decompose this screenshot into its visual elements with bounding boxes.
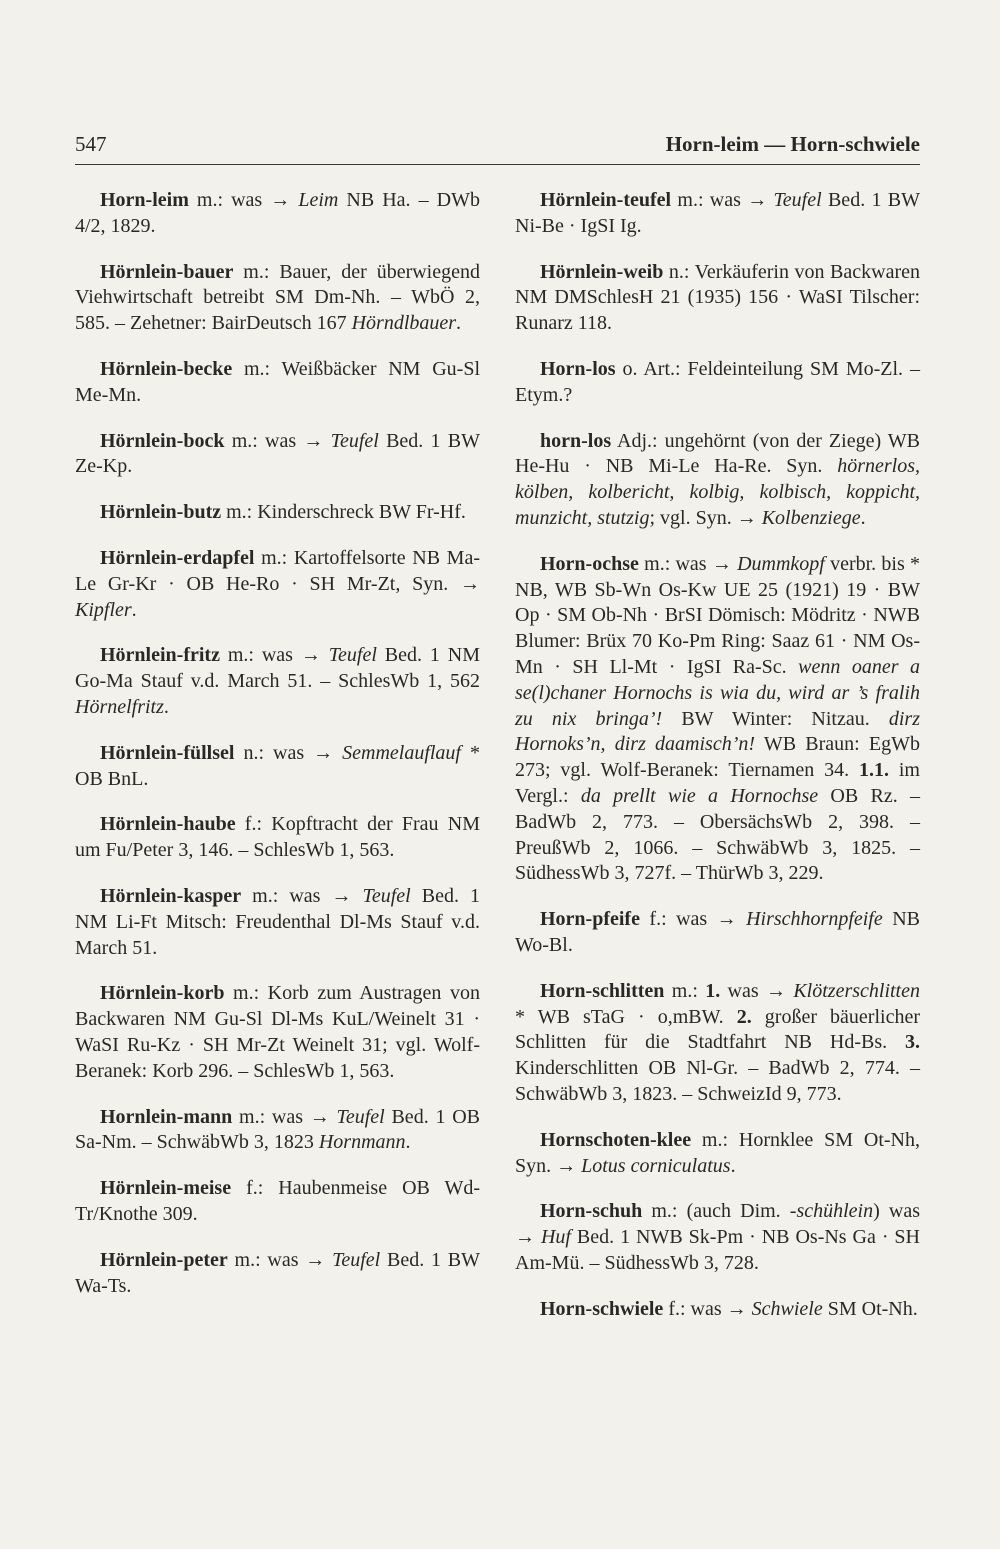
right-column bbox=[515, 188, 920, 1342]
dictionary-entry bbox=[515, 907, 920, 959]
entry-body: o. Art.: Feldeinteilung SM Mo-Zl. – Etym.? bbox=[515, 357, 920, 406]
dictionary-entry bbox=[515, 357, 920, 409]
entry-headword: Hornschoten-klee bbox=[540, 1128, 692, 1151]
dictionary-entry bbox=[75, 429, 480, 481]
dictionary-entry bbox=[75, 500, 480, 526]
entry-body: f.: Kopftracht der Frau NM um Fu/Peter 3, 146. – SchlesWb 1, 563. bbox=[75, 813, 480, 862]
entry-headword: Horn-schlitten bbox=[540, 979, 665, 1002]
dictionary-entry bbox=[515, 552, 920, 887]
dictionary-entry bbox=[75, 357, 480, 409]
entry-headword: Hörnlein-becke bbox=[100, 357, 233, 380]
entry-body: m.: was → Teufel Bed. 1 BW Ze-Kp. bbox=[75, 429, 481, 478]
dictionary-entry bbox=[75, 260, 480, 337]
entry-body: n.: Verkäuferin von Backwaren NM DMSchlesH 21 (1935) 156 · WaSI Tilscher: Runarz 118. bbox=[515, 260, 920, 335]
entry-body: m.: Korb zum Austragen von Backwaren NM Gu-Sl Dl-Ms KuL/Weinelt 31 · WaSI Ru-Kz · SH Mr-Zt Weinelt 31; vgl. Wolf-Beranek: Korb 296. – SchlesWb 1, 563. bbox=[75, 982, 480, 1082]
entry-headword: Hörnlein-haube bbox=[100, 813, 236, 836]
header-rule bbox=[75, 164, 920, 165]
entry-headword: Horn-leim bbox=[100, 189, 189, 211]
dictionary-entry bbox=[75, 188, 480, 240]
dictionary-entry bbox=[75, 1105, 480, 1157]
entry-body: m.: was → Teufel Bed. 1 NM Li-Ft Mitsch: Freudenthal Dl-Ms Stauf v.d. March 51. bbox=[75, 884, 480, 959]
entry-headword: Hörnlein-erdapfel bbox=[100, 546, 255, 569]
dictionary-entry bbox=[515, 429, 920, 532]
entry-headword: Hörnlein-teufel bbox=[540, 189, 672, 211]
entry-body: m.: Bauer, der überwiegend Viehwirtschaft betreibt SM Dm-Nh. – WbÖ 2, 585. – Zehetner: BairDeutsch 167 Hörndlbauer. bbox=[75, 260, 480, 335]
dictionary-entry bbox=[515, 260, 920, 337]
entry-headword: Hörnlein-butz bbox=[100, 501, 222, 524]
entry-body: Adj.: ungehörnt (von der Ziege) WB He-Hu · NB Mi-Le Ha-Re. Syn. hörnerlos, kölben, kolbericht, kolbig, kolbisch, koppicht, munzicht, stutzig; vgl. Syn. → Kolbenziege. bbox=[515, 429, 920, 529]
entry-body: m.: was → Dummkopf verbr. bis * NB, WB Sb-Wn Os-Kw UE 25 (1921) 19 · BW Op · SM Ob-Nh · BrSI Dömisch: Mödritz · NWB Blumer: Brüx 70 Ko-Pm Ring: Saaz 61 · NM Os-Mn · SH Ll-Mt · IgSI Ra-Sc. wenn oaner a se(l)chaner Hornochs is wia du, wird ar ’s fralih zu nix bringa’! BW Winter: Nitzau. dirz Hornoks’n, dirz daamisch’n! WB Braun: EgWb 273; vgl. Wolf-Beranek: Tiernamen 34. 1.1. im Vergl.: da prellt wie a Hornochse OB Rz. – BadWb 2, 773. – ObersächsWb 2, 398. – PreußWb 2, 1066. – SchwäbWb 3, 1825. – SüdhessWb 3, 727f. – ThürWb 3, 229. bbox=[515, 552, 921, 885]
dictionary-entry bbox=[75, 546, 480, 623]
page-header bbox=[75, 132, 920, 157]
entry-body: f.: was → Hirschhornpfeife NB Wo-Bl. bbox=[515, 908, 920, 956]
entry-headword: Hörnlein-bauer bbox=[100, 260, 234, 283]
entry-headword: Hörnlein-korb bbox=[100, 982, 225, 1005]
entry-body: m.: was → Teufel Bed. 1 NM Go-Ma Stauf v.d. March 51. – SchlesWb 1, 562 Hörnelfritz. bbox=[75, 644, 480, 718]
entry-headword: Horn-ochse bbox=[540, 552, 639, 575]
entry-body: f.: was → Schwiele SM Ot-Nh. bbox=[663, 1297, 918, 1320]
entry-body: m.: 1. was → Klötzerschlitten * WB sTaG · o,mBW. 2. großer bäuerlicher Schlitten für die Stadtfahrt NB Hd-Bs. 3. Kinderschlitten OB Nl-Gr. – BadWb 2, 774. – SchwäbWb 3, 1823. – SchweizId 9, 773. bbox=[515, 979, 920, 1105]
entry-headword: Hörnlein-bock bbox=[100, 429, 225, 452]
dictionary-entry bbox=[75, 1176, 480, 1228]
dictionary-entry bbox=[75, 1248, 480, 1300]
entry-body: m.: (auch Dim. -schühlein) was → Huf Bed. 1 NWB Sk-Pm · NB Os-Ns Ga · SH Am-Mü. – SüdhessWb 3, 728. bbox=[515, 1200, 921, 1274]
entry-headword: Hörnlein-füllsel bbox=[100, 741, 235, 764]
entry-body: m.: Kinderschreck BW Fr-Hf. bbox=[221, 501, 466, 524]
entry-body: m.: Hornklee SM Ot-Nh, Syn. → Lotus corniculatus. bbox=[515, 1128, 920, 1177]
dictionary-entry bbox=[515, 1297, 920, 1323]
dictionary-entry bbox=[515, 188, 920, 240]
entry-body: n.: was → Semmelauflauf * OB BnL. bbox=[75, 741, 480, 790]
entry-body: m.: was → Teufel Bed. 1 OB Sa-Nm. – SchwäbWb 3, 1823 Hornmann. bbox=[75, 1105, 481, 1154]
entry-body: m.: was → Teufel Bed. 1 BW Ni-Be · IgSI Ig. bbox=[515, 189, 921, 237]
entry-body: m.: Kartoffelsorte NB Ma-Le Gr-Kr · OB He-Ro · SH Mr-Zt, Syn. → Kipfler. bbox=[75, 546, 480, 621]
dictionary-entry bbox=[515, 1199, 920, 1276]
entry-headword: Horn-pfeife bbox=[540, 908, 640, 931]
entry-body: m.: was → Teufel Bed. 1 BW Wa-Ts. bbox=[75, 1248, 480, 1297]
dictionary-entry bbox=[75, 981, 480, 1084]
dictionary-entry bbox=[515, 1128, 920, 1180]
entry-headword: Hornlein-mann bbox=[100, 1105, 233, 1128]
dictionary-entry bbox=[75, 643, 480, 720]
entry-body: f.: Haubenmeise OB Wd-Tr/Knothe 309. bbox=[75, 1177, 480, 1225]
entry-headword: Hörnlein-weib bbox=[540, 260, 664, 283]
entry-headword: Horn-schwiele bbox=[540, 1297, 664, 1320]
entry-headword: Hörnlein-fritz bbox=[100, 644, 220, 667]
dictionary-entry bbox=[515, 979, 920, 1108]
entry-headword: Horn-los bbox=[540, 357, 616, 380]
dictionary-entry bbox=[75, 741, 480, 793]
entry-body: m.: was → Leim NB Ha. – DWb 4/2, 1829. bbox=[75, 189, 480, 237]
entry-headword: horn-los bbox=[540, 429, 612, 452]
running-title: Horn-leim — Horn-schwiele bbox=[665, 132, 920, 156]
entry-headword: Hörnlein-meise bbox=[100, 1177, 232, 1200]
page-number: 547 bbox=[75, 132, 107, 156]
entry-headword: Hörnlein-peter bbox=[100, 1248, 228, 1271]
dictionary-entry bbox=[75, 812, 480, 864]
dictionary-entry bbox=[75, 884, 480, 961]
entry-body: m.: Weißbäcker NM Gu-Sl Me-Mn. bbox=[75, 357, 480, 406]
entry-headword: Hörnlein-kasper bbox=[100, 884, 242, 907]
left-column bbox=[75, 188, 480, 1319]
entry-headword: Horn-schuh bbox=[540, 1200, 643, 1223]
